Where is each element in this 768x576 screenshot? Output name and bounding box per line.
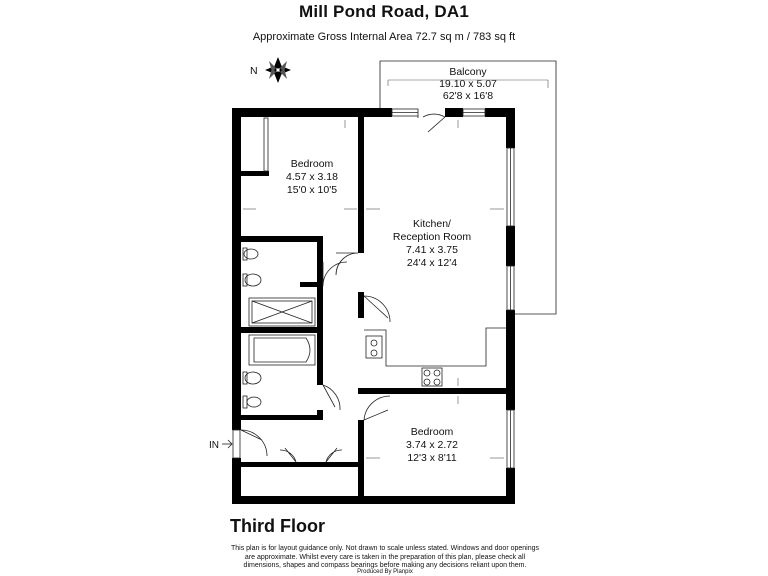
entrance-arrow-icon	[222, 440, 232, 448]
producer-credit: Produced By Planpix	[357, 569, 413, 575]
compass-icon	[265, 57, 291, 83]
bedroom1-imperial: 15'0 x 10'5	[286, 184, 338, 196]
entrance-label: IN	[209, 440, 219, 451]
exterior-walls	[232, 108, 515, 504]
bedroom2-name: Bedroom	[410, 426, 454, 438]
kitchen-name-line2: Reception Room	[392, 231, 472, 243]
kitchen-name-line1: Kitchen/	[413, 218, 451, 230]
kitchen-imperial: 24'4 x 12'4	[406, 257, 458, 269]
dimension-ticks	[243, 120, 504, 458]
plan-title: Mill Pond Road, DA1	[298, 2, 470, 21]
disclaimer-text: This plan is for layout guidance only. Not drawn to scale unless stated. Windows and door openings are approximate. Whilst every care is taken in the preparation of this plan, please check all dimensions, shapes and compass bearings before making any decisions reliant upon them.	[230, 545, 540, 569]
balcony-imperial: 62'8 x 16'8	[442, 90, 494, 102]
kitchen-units	[364, 328, 506, 386]
interior-walls	[241, 108, 506, 504]
balcony-metric: 19.10 x 5.07	[439, 78, 497, 90]
bedroom2-imperial: 12'3 x 8'11	[407, 452, 457, 464]
balcony-name: Balcony	[449, 66, 487, 78]
gross-area: Approximate Gross Internal Area 72.7 sq m / 783 sq ft	[252, 31, 516, 43]
balcony-door	[418, 114, 445, 132]
bedroom2-metric: 3.74 x 2.72	[406, 439, 458, 451]
bedroom1-metric: 4.57 x 3.18	[286, 171, 338, 183]
kitchen-metric: 7.41 x 3.75	[406, 244, 458, 256]
bedroom1-name: Bedroom	[290, 158, 334, 170]
compass-north-label: N	[250, 65, 258, 77]
windows	[233, 109, 514, 468]
floor-name: Third Floor	[230, 516, 325, 536]
